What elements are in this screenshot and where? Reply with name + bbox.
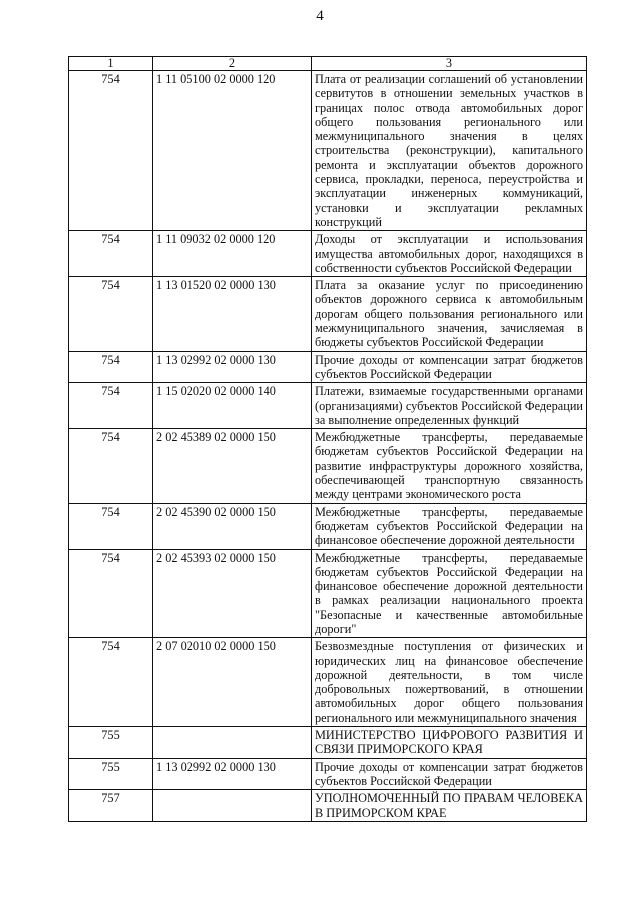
table-row [69, 429, 587, 503]
revenue-code-cell [153, 727, 312, 759]
revenue-description-cell: Доходы от эксплуатации и использования имущества автомобильных дорог, находящихся в собственности субъектов Российской Федерации [312, 231, 587, 277]
revenue-code-cell: 2 02 45390 02 0000 150 [153, 503, 312, 549]
revenue-code-cell: 1 15 02020 02 0000 140 [153, 383, 312, 429]
admin-code-cell: 755 [69, 727, 153, 759]
table-row [69, 277, 587, 351]
revenue-description-cell: Прочие доходы от компенсации затрат бюджетов субъектов Российской Федерации [312, 758, 587, 790]
revenue-code-cell: 2 02 45393 02 0000 150 [153, 549, 312, 638]
administrator-name-cell: МИНИСТЕРСТВО ЦИФРОВОГО РАЗВИТИЯ И СВЯЗИ ПРИМОРСКОГО КРАЯ [312, 727, 587, 759]
admin-code-cell: 754 [69, 638, 153, 727]
revenue-code-cell: 2 02 45389 02 0000 150 [153, 429, 312, 503]
revenue-description-cell: Плата за оказание услуг по присоединению объектов дорожного сервиса к автомобильным дорогам общего пользования регионального или межмуниципального значения, зачисляемая в бюджеты субъектов Российской Федерации [312, 277, 587, 351]
table-row [69, 790, 587, 822]
revenue-codes-table [68, 56, 587, 822]
admin-code-cell: 754 [69, 429, 153, 503]
revenue-code-cell: 2 07 02010 02 0000 150 [153, 638, 312, 727]
table-row [69, 231, 587, 277]
admin-code-cell: 754 [69, 277, 153, 351]
revenue-description-cell: Прочие доходы от компенсации затрат бюджетов субъектов Российской Федерации [312, 351, 587, 383]
revenue-code-cell: 1 13 02992 02 0000 130 [153, 351, 312, 383]
revenue-description-cell: Платежи, взимаемые государственными органами (организациями) субъектов Российской Федерации за выполнение определенных функций [312, 383, 587, 429]
admin-code-cell: 754 [69, 549, 153, 638]
revenue-code-cell: 1 13 01520 02 0000 130 [153, 277, 312, 351]
table-row [69, 503, 587, 549]
revenue-code-cell: 1 11 09032 02 0000 120 [153, 231, 312, 277]
admin-code-cell: 754 [69, 383, 153, 429]
admin-code-cell: 754 [69, 351, 153, 383]
table-row [69, 758, 587, 790]
admin-code-cell: 757 [69, 790, 153, 822]
administrator-name-cell: УПОЛНОМОЧЕННЫЙ ПО ПРАВАМ ЧЕЛОВЕКА В ПРИМОРСКОМ КРАЕ [312, 790, 587, 822]
revenue-code-cell: 1 11 05100 02 0000 120 [153, 71, 312, 231]
admin-code-cell: 755 [69, 758, 153, 790]
revenue-code-cell: 1 13 02992 02 0000 130 [153, 758, 312, 790]
revenue-description-cell: Межбюджетные трансферты, передаваемые бюджетам субъектов Российской Федерации на развитие инфраструктуры дорожного хозяйства, обеспечивающей транспортную связанность между центрами экономического роста [312, 429, 587, 503]
table-row [69, 71, 587, 231]
admin-code-cell: 754 [69, 503, 153, 549]
table-header-row [69, 57, 587, 71]
column-header-1: 1 [69, 57, 153, 71]
table-row [69, 383, 587, 429]
table-row [69, 638, 587, 727]
table-row [69, 727, 587, 759]
revenue-description-cell: Межбюджетные трансферты, передаваемые бюджетам субъектов Российской Федерации на финансовое обеспечение дорожной деятельности в рамках реализации национального проекта "Безопасные и качественные автомобильные дороги" [312, 549, 587, 638]
revenue-description-cell: Плата от реализации соглашений об установлении сервитутов в отношении земельных участков в границах полос отвода автомобильных дорог общего пользования регионального или межмуниципального значения в целях строительства (реконструкции), капитального ремонта и эксплуатации объектов дорожного сервиса, прокладки, переноса, переустройства и эксплуатации инженерных коммуникаций, установки и эксплуатации рекламных конструкций [312, 71, 587, 231]
table-row [69, 351, 587, 383]
table-row [69, 549, 587, 638]
column-header-2: 2 [153, 57, 312, 71]
admin-code-cell: 754 [69, 71, 153, 231]
revenue-code-cell [153, 790, 312, 822]
revenue-description-cell: Межбюджетные трансферты, передаваемые бюджетам субъектов Российской Федерации на финансовое обеспечение дорожной деятельности [312, 503, 587, 549]
admin-code-cell: 754 [69, 231, 153, 277]
page-number: 4 [316, 8, 324, 24]
revenue-description-cell: Безвозмездные поступления от физических и юридических лиц на финансовое обеспечение дорожной деятельности, в том числе добровольных пожертвований, в отношении автомобильных дорог общего пользования регионального или межмуниципального значения [312, 638, 587, 727]
column-header-3: 3 [312, 57, 587, 71]
